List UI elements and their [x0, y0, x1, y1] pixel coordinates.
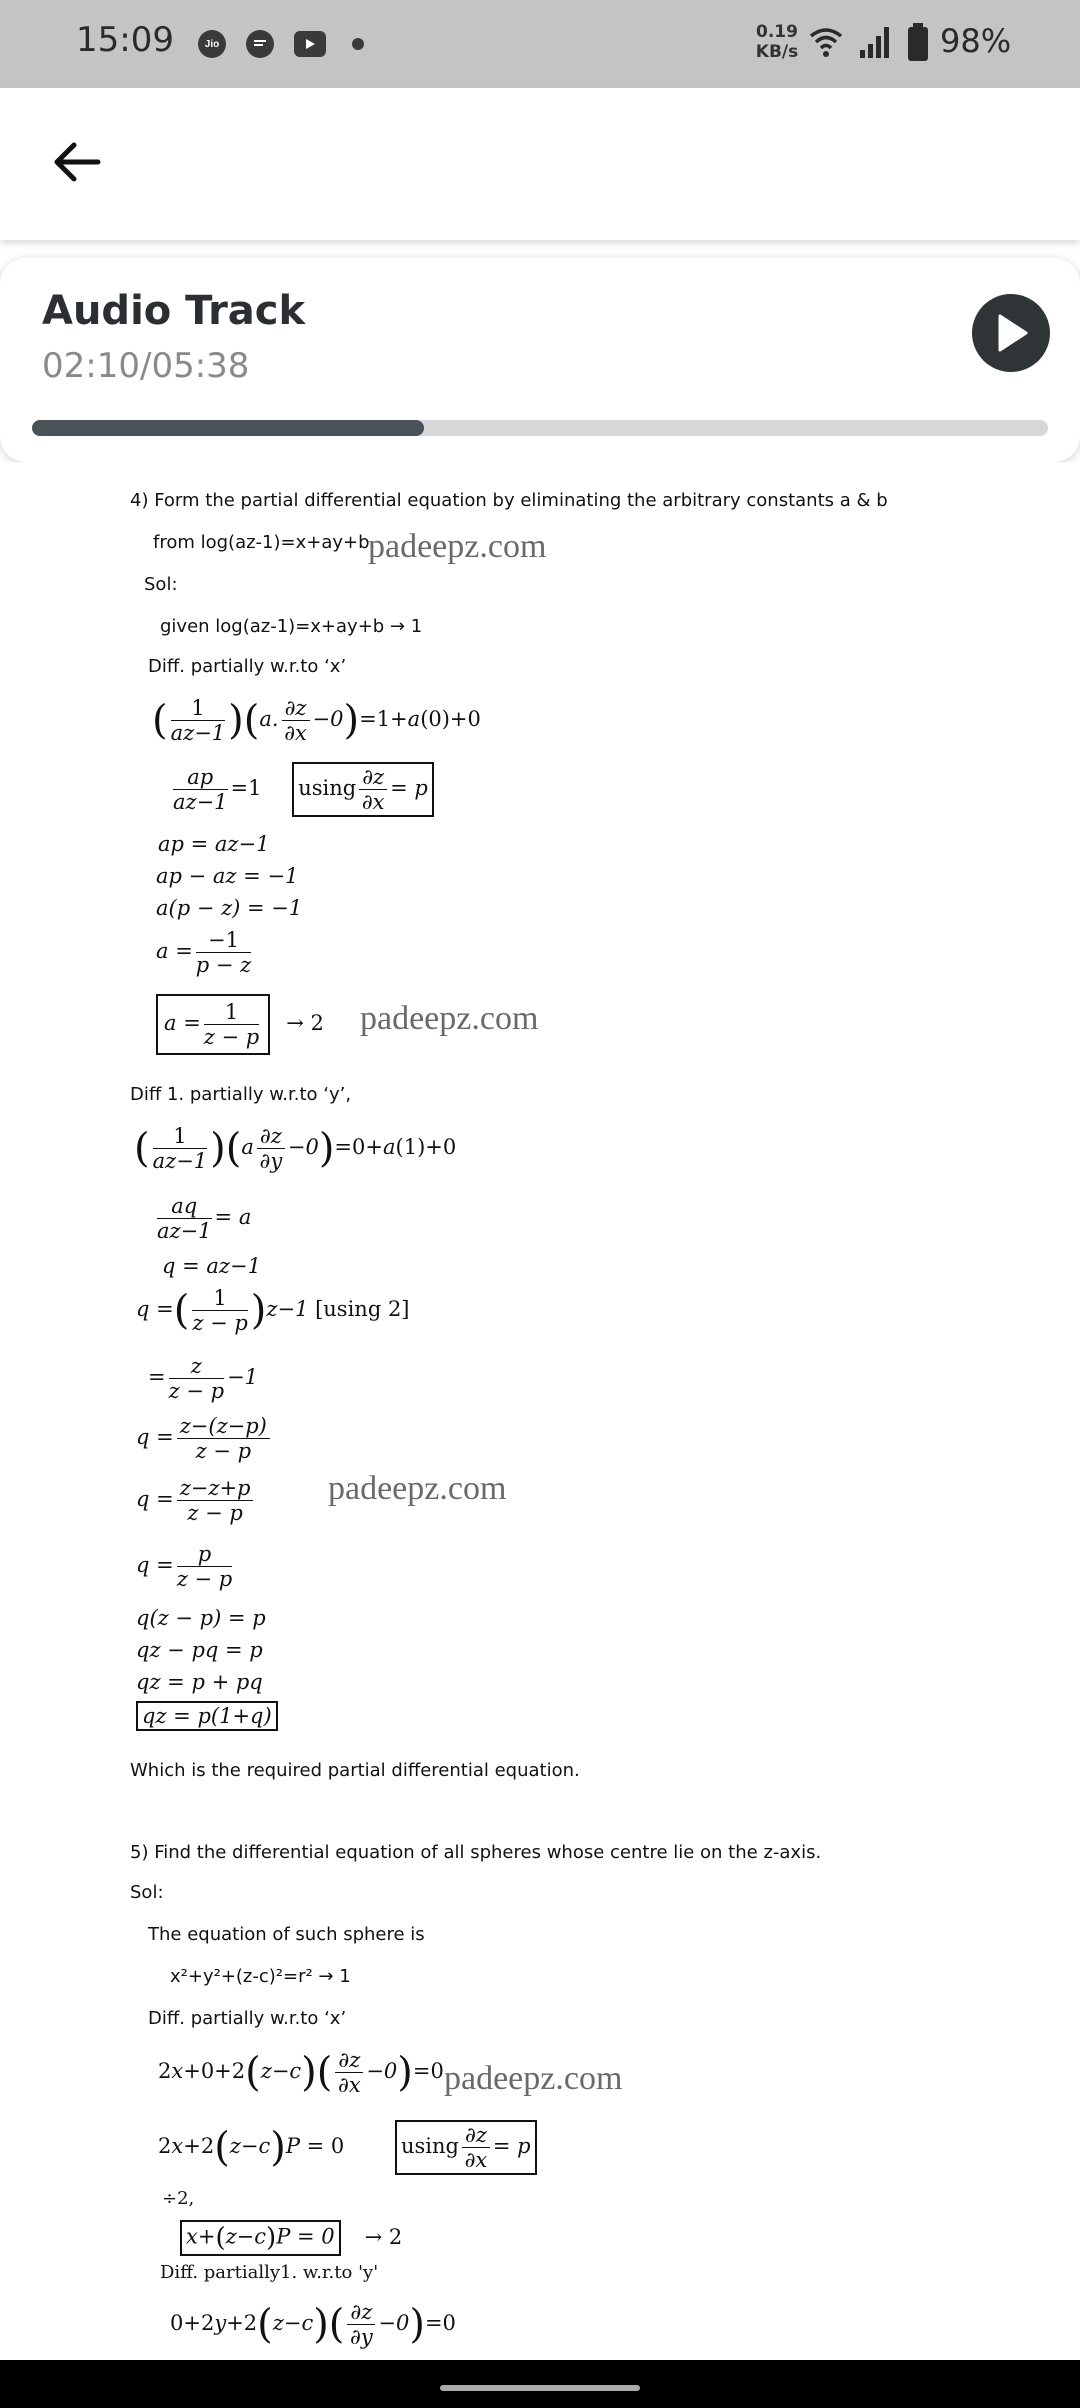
document-page: [0, 462, 1080, 2360]
q4-step-3: ap = az−1: [158, 832, 270, 856]
q4-sol: Sol:: [144, 574, 178, 595]
q4-conclusion: Which is the required partial differential equation.: [130, 1760, 580, 1781]
chat-icon: [246, 30, 274, 58]
status-bar: [0, 0, 1080, 88]
q4-step-14: q = $\frac{p}{z - p}$: [136, 1542, 233, 1591]
q4-step-7: ( $\frac{1}{az-1}$ )(a $\frac{\partial z}{\partial y}$ −0)=0+a(1)+0: [134, 1124, 457, 1173]
q5-step-2: 2x+2(z−c)P = 0 using $\frac{\partial z}{\partial x}$ = p: [158, 2120, 537, 2175]
q4-diff-x: Diff. partially w.r.to ‘x’: [148, 656, 347, 677]
wifi-icon: [808, 24, 844, 60]
q4-step-9: q = az−1: [162, 1254, 261, 1278]
app-bar: [0, 88, 1080, 240]
network-speed-unit: KB/s: [755, 42, 799, 62]
audio-progress-bar[interactable]: [32, 420, 1048, 436]
youtube-icon: [294, 31, 326, 57]
q4-question-cont: from log(az-1)=x+ay+b.: [153, 532, 376, 553]
navigation-bar: [0, 2360, 1080, 2408]
q4-step-11: = $\frac{z}{z - p}$ −1: [148, 1354, 259, 1403]
audio-time: 02:10/05:38: [42, 346, 250, 386]
q5-sol: Sol:: [130, 1882, 164, 1903]
q4-step-16: qz − pq = p: [136, 1638, 263, 1662]
home-gesture-handle[interactable]: [440, 2385, 640, 2391]
q5-diff-y: Diff. partially1. w.r.to 'y': [160, 2262, 379, 2283]
q4-step-10: q =( $\frac{1}{z - p}$ )z−1 [using 2]: [136, 1286, 410, 1335]
audio-progress-fill: [32, 420, 424, 436]
q5-line1: The equation of such sphere is: [148, 1924, 425, 1945]
q5-step-3: 0+2y+2(z−c)( $\frac{\partial z}{\partial y}$ −0)=0: [170, 2300, 456, 2349]
q5-div2: ÷2,: [162, 2188, 195, 2209]
watermark: padeepz.com: [368, 528, 547, 565]
q5-question: 5) Find the differential equation of all spheres whose centre lie on the z-axis.: [130, 1842, 822, 1863]
q4-final: qz = p(1+q): [136, 1704, 278, 1728]
q4-eq-2: a = $\frac{1}{z - p}$ → 2: [156, 994, 324, 1055]
audio-title: Audio Track: [42, 288, 306, 334]
q4-step-1: ( $\frac{1}{az-1}$ )(a. $\frac{\partial z}{\partial x}$ −0)=1+a(0)+0: [152, 696, 481, 745]
q5-diff-x: Diff. partially w.r.to ‘x’: [148, 2008, 347, 2029]
network-speed: [752, 22, 802, 62]
q5-eq-2: x+(z−c)P = 0 → 2: [180, 2220, 402, 2256]
back-arrow-icon[interactable]: [48, 132, 108, 192]
q4-step-6: a = $\frac{-1}{p - z}$: [156, 928, 252, 977]
q4-given: given log(az-1)=x+ay+b → 1: [160, 616, 423, 637]
notification-dot-icon: [352, 38, 364, 50]
audio-player-card: [0, 258, 1080, 462]
battery-percent: 98%: [940, 22, 1012, 60]
network-speed-value: 0.19: [756, 22, 798, 42]
watermark: padeepz.com: [328, 1470, 507, 1507]
watermark: padeepz.com: [444, 2060, 623, 2097]
q4-step-15: q(z − p) = p: [136, 1606, 266, 1630]
play-icon: [994, 313, 1030, 353]
q4-step-4: ap − az = −1: [156, 864, 299, 888]
q4-diff-y: Diff 1. partially w.r.to ‘y’,: [130, 1084, 352, 1105]
status-time: 15:09: [76, 20, 174, 60]
q4-step-17: qz = p + pq: [136, 1670, 263, 1694]
play-button[interactable]: [972, 294, 1050, 372]
q4-step-5: a(p − z) = −1: [156, 896, 303, 920]
signal-icon: [858, 24, 892, 60]
battery-icon: [906, 22, 930, 62]
q4-step-8: $\frac{aq}{az-1}$ = a: [157, 1194, 252, 1243]
q4-step-13: q = $\frac{z-z+p}{z - p}$: [136, 1476, 256, 1525]
jio-icon: Jio: [198, 30, 226, 58]
q5-equation: x²+y²+(z-c)²=r² → 1: [170, 1966, 351, 1987]
q4-step-12: q = $\frac{z-(z-p)}{z - p}$: [136, 1414, 273, 1463]
watermark: padeepz.com: [360, 1000, 539, 1037]
q4-step-2: $\frac{ap}{az-1}$ =1 using $\frac{\partial z}{\partial x}$ = p: [170, 762, 434, 817]
q4-question: 4) Form the partial differential equation by eliminating the arbitrary constants a & b: [130, 490, 888, 511]
q5-step-1: 2x+0+2(z−c)( $\frac{\partial z}{\partial x}$ −0)=0: [158, 2048, 444, 2097]
